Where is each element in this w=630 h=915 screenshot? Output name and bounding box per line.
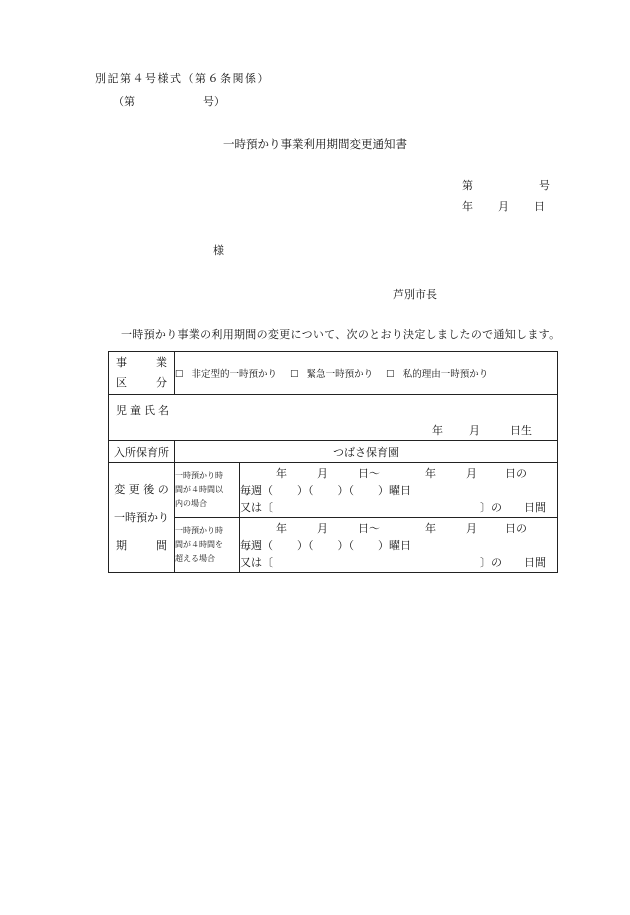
label-char: 間 [156,538,167,552]
paren-close: ） [297,483,308,497]
reference-number [462,177,550,193]
addressee: 様 [213,244,224,257]
ref-year: 年 [462,200,473,213]
day-of-label: 日の [505,521,527,535]
nursery-value: つばさ保育園 [175,441,558,463]
label-char: 期 [116,538,127,552]
paren-close: ） [378,538,389,552]
birth-month: 月 [469,424,480,437]
doc-num-right: 号） [203,95,225,108]
birth-year: 年 [432,424,443,437]
days-label: 日間 [524,500,546,514]
paren-close: ） [337,483,349,497]
ref-month: 月 [498,200,509,213]
label-char: 分 [156,376,167,389]
period-label-line: 変 更 後 の [114,482,169,496]
period-label-line: 一時預かり [114,510,169,524]
period-detail-long[interactable] [240,518,558,573]
condition-line: 一時預かり時 [175,526,223,535]
month-label: 月 [466,466,477,480]
sender-name: 芦別市長 [393,288,437,301]
label-char: 区 [116,376,127,389]
row-nursery [109,441,558,463]
form-table [108,351,558,573]
label-char: 事 [116,356,127,369]
row-child-name [109,395,558,441]
doc-num-left: （第 [113,95,135,108]
child-name-cell[interactable] [109,395,558,441]
business-type-label [109,352,175,395]
row-period-long [109,518,558,573]
paren-open: （ [262,483,273,497]
ref-day: 日 [534,200,545,213]
condition-line: 超える場合 [175,554,215,563]
year-label: 年 [276,521,287,535]
ref-no-left: 第 [462,179,473,192]
option-non-routine: 非定型的一時預かり [191,369,278,380]
month-label: 月 [317,521,328,535]
option-private: 私的理由一時預かり [402,369,489,380]
weekly-label: 毎週 [240,483,262,497]
days-label: 日間 [524,555,546,569]
reference-date [462,198,545,214]
checkbox-icon[interactable]: ☐ [290,369,299,380]
row-business-type [109,352,558,395]
period-label [109,463,175,573]
paren-close: ） [378,483,389,497]
nursery-label: 入所保育所 [109,441,175,463]
day-from-label: 日～ [358,466,380,480]
year-label: 年 [425,466,436,480]
year-label: 年 [425,521,436,535]
condition-within-4h [175,463,240,518]
condition-over-4h [175,518,240,573]
paren-open: （ [308,483,314,497]
day-from-label: 日～ [358,521,380,535]
condition-line: 一時預かり時 [175,471,223,480]
paren-open: （ [348,483,354,497]
business-type-options [175,352,558,395]
month-label: 月 [466,521,477,535]
month-label: 月 [317,466,328,480]
condition-line: 内の場合 [175,499,207,508]
form-number-label: 別記第４号様式（第６条関係） [95,72,270,85]
child-name-label: 児童氏名 [116,404,172,417]
paren-open: （ [348,538,354,552]
condition-line: 間が４時間以 [175,485,223,494]
weekday-label: 曜日 [389,483,411,497]
paren-open: （ [262,538,273,552]
row-period-short [109,463,558,518]
checkbox-icon[interactable]: ☐ [175,369,184,380]
weekly-line [240,537,557,554]
document-title: 一時預かり事業利用期間変更通知書 [223,137,407,151]
document-number-top [113,93,225,109]
or-days-line [240,554,557,571]
period-range-line [240,465,557,482]
label-char: 業 [156,356,167,369]
day-of-label: 日の [505,466,527,480]
checkbox-icon[interactable]: ☐ [386,369,395,380]
birth-date [432,422,532,438]
option-emergency: 緊急一時預かり [306,369,374,380]
bracket-close: 〕の [480,500,502,514]
weekday-label: 曜日 [389,538,411,552]
paren-open: （ [308,538,314,552]
or-label: 又は〔 [240,500,273,514]
paren-close: ） [297,538,308,552]
birth-day: 日生 [510,424,532,437]
body-text: 一時預かり事業の利用期間の変更について、次のとおり決定しましたので通知します。 [121,328,561,341]
period-detail-short[interactable] [240,463,558,518]
paren-close: ） [337,538,349,552]
year-label: 年 [276,466,287,480]
weekly-line [240,482,557,499]
ref-no-right: 号 [539,179,550,192]
period-range-line [240,520,557,537]
or-days-line [240,499,557,516]
or-label: 又は〔 [240,555,273,569]
condition-line: 間が４時間を [175,540,223,549]
weekly-label: 毎週 [240,538,262,552]
bracket-close: 〕の [480,555,502,569]
